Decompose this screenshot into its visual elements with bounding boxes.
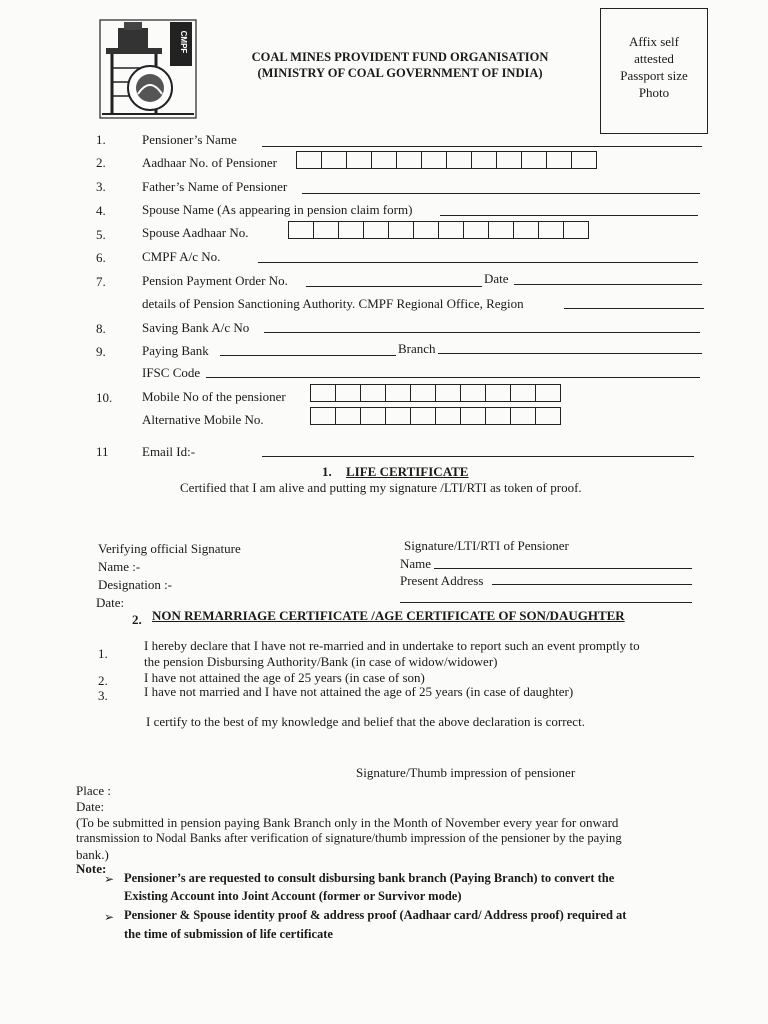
- photo-box-line3: Passport size: [620, 68, 688, 83]
- ifsc-input[interactable]: [206, 377, 700, 378]
- ppo-date-input[interactable]: [514, 284, 702, 285]
- present-address-input[interactable]: [492, 584, 692, 585]
- life-cert-statement: Certified that I am alive and putting my signature /LTI/RTI as token of proof.: [180, 480, 582, 495]
- place-label: Place :: [76, 783, 112, 798]
- field-label-paying-bank: Paying Bank: [142, 343, 209, 358]
- thumb-impression-label: Signature/Thumb impression of pensioner: [356, 765, 576, 780]
- field-label-mobile: Mobile No of the pensioner: [142, 389, 286, 404]
- field-label-alt-mobile: Alternative Mobile No.: [142, 412, 264, 427]
- photo-box: [600, 8, 708, 134]
- field-num-10: 10.: [96, 390, 113, 405]
- instruction-line-1: (To be submitted in pension paying Bank Branch only in the Month of November every year for onward: [76, 815, 619, 830]
- bullet-arrow-icon: ➢: [104, 910, 115, 924]
- ppo-input[interactable]: [306, 286, 482, 287]
- non-remarriage-num: 2.: [132, 612, 142, 627]
- field-num-11: 11: [96, 444, 109, 459]
- field-label-spouse-name: Spouse Name (As appearing in pension claim form): [142, 202, 413, 217]
- mobile-input-boxes[interactable]: [310, 384, 561, 402]
- verifying-designation-label: Designation :-: [98, 577, 173, 592]
- declaration-text-1b: the pension Disbursing Authority/Bank (in case of widow/widower): [144, 654, 498, 669]
- declaration-text-1a: I hereby declare that I have not re-married and in undertake to report such an event promptly to: [144, 638, 640, 653]
- bullet-arrow-icon: ➢: [104, 872, 115, 886]
- field-label-cmpf-ac: CMPF A/c No.: [142, 249, 221, 264]
- field-label-ppo: Pension Payment Order No.: [142, 273, 288, 288]
- cmpf-logo: [98, 18, 198, 120]
- non-remarriage-title: NON REMARRIAGE CERTIFICATE /AGE CERTIFICATE OF SON/DAUGHTER: [152, 608, 625, 623]
- branch-input[interactable]: [438, 353, 702, 354]
- declaration-num-2: 2.: [98, 673, 108, 688]
- field-num-1: 1.: [96, 132, 106, 147]
- field-num-3: 3.: [96, 179, 106, 194]
- org-subtitle: (MINISTRY OF COAL GOVERNMENT OF INDIA): [257, 66, 543, 80]
- spouse-name-input[interactable]: [440, 215, 698, 216]
- verifying-signature-label: Verifying official Signature: [98, 541, 241, 556]
- life-cert-title: LIFE CERTIFICATE: [346, 464, 469, 479]
- field-label-aadhaar: Aadhaar No. of Pensioner: [142, 155, 278, 170]
- field-num-6: 6.: [96, 250, 106, 265]
- note-2-line-2: the time of submission of life certificate: [124, 927, 333, 941]
- email-input[interactable]: [262, 456, 694, 457]
- field-label-branch: Branch: [398, 341, 436, 356]
- cmpf-emblem-icon: [98, 18, 198, 120]
- field-num-4: 4.: [96, 203, 106, 218]
- note-2-line-1: Pensioner & Spouse identity proof & address proof (Aadhaar card/ Address proof) required at: [124, 908, 627, 922]
- photo-box-line4: Photo: [638, 85, 670, 100]
- photo-box-line1: Affix self: [629, 34, 679, 49]
- verifying-name-label: Name :-: [98, 559, 141, 574]
- declaration-num-3: 3.: [98, 688, 108, 703]
- region-input[interactable]: [564, 308, 704, 309]
- father-name-input[interactable]: [302, 193, 700, 194]
- photo-box-line2: attested: [634, 51, 674, 66]
- note-1-line-1: Pensioner’s are requested to consult disbursing bank branch (Paying Branch) to convert the: [124, 871, 615, 885]
- field-label-pensioner-name: Pensioner’s Name: [142, 132, 237, 147]
- footer-date-label: Date:: [76, 799, 105, 814]
- org-title: COAL MINES PROVIDENT FUND ORGANISATION: [251, 50, 549, 64]
- field-label-ppo-date: Date: [484, 271, 509, 286]
- saving-bank-input[interactable]: [264, 332, 700, 333]
- field-num-8: 8.: [96, 321, 106, 336]
- field-num-7: 7.: [96, 274, 106, 289]
- declaration-text-2: I have not attained the age of 25 years (in case of son): [144, 670, 425, 685]
- spouse-aadhaar-input-boxes[interactable]: [288, 221, 589, 239]
- aadhaar-input-boxes[interactable]: [296, 151, 597, 169]
- certify-statement: I certify to the best of my knowledge and belief that the above declaration is correct.: [146, 714, 585, 729]
- logo-text: CMPF: [179, 30, 188, 54]
- field-num-2: 2.: [96, 155, 106, 170]
- note-1-line-2: Existing Account into Joint Account (former or Survivor mode): [124, 889, 462, 903]
- field-label-father-name: Father’s Name of Pensioner: [142, 179, 288, 194]
- instruction-line-3: bank.): [76, 847, 109, 862]
- verifying-date-label: Date:: [96, 595, 125, 610]
- declaration-text-3: I have not married and I have not attained the age of 25 years (in case of daughter): [144, 684, 574, 699]
- field-label-saving-bank: Saving Bank A/c No: [142, 320, 250, 335]
- present-address-input-2[interactable]: [400, 602, 692, 603]
- field-num-9: 9.: [96, 344, 106, 359]
- field-label-sanctioning-authority: details of Pension Sanctioning Authority. CMPF Regional Office, Region: [142, 296, 524, 311]
- declaration-num-1: 1.: [98, 646, 108, 661]
- field-num-5: 5.: [96, 227, 106, 242]
- present-address-label: Present Address: [400, 573, 484, 588]
- cmpf-ac-input[interactable]: [258, 262, 698, 263]
- field-label-spouse-aadhaar: Spouse Aadhaar No.: [142, 225, 249, 240]
- alt-mobile-input-boxes[interactable]: [310, 407, 561, 425]
- field-label-email: Email Id:-: [142, 444, 196, 459]
- paying-bank-input[interactable]: [220, 355, 396, 356]
- pensioner-name-input[interactable]: [262, 146, 702, 147]
- instruction-line-2: transmission to Nodal Banks after verification of signature/thumb impression of the pensioner by the paying: [76, 831, 622, 845]
- life-cert-num: 1.: [322, 464, 332, 479]
- pensioner-sign-name-input[interactable]: [434, 568, 692, 569]
- pensioner-signature-label: Signature/LTI/RTI of Pensioner: [404, 538, 569, 553]
- field-label-ifsc: IFSC Code: [142, 365, 201, 380]
- note-label: Note:: [76, 861, 107, 876]
- pensioner-name-label: Name: [400, 556, 432, 571]
